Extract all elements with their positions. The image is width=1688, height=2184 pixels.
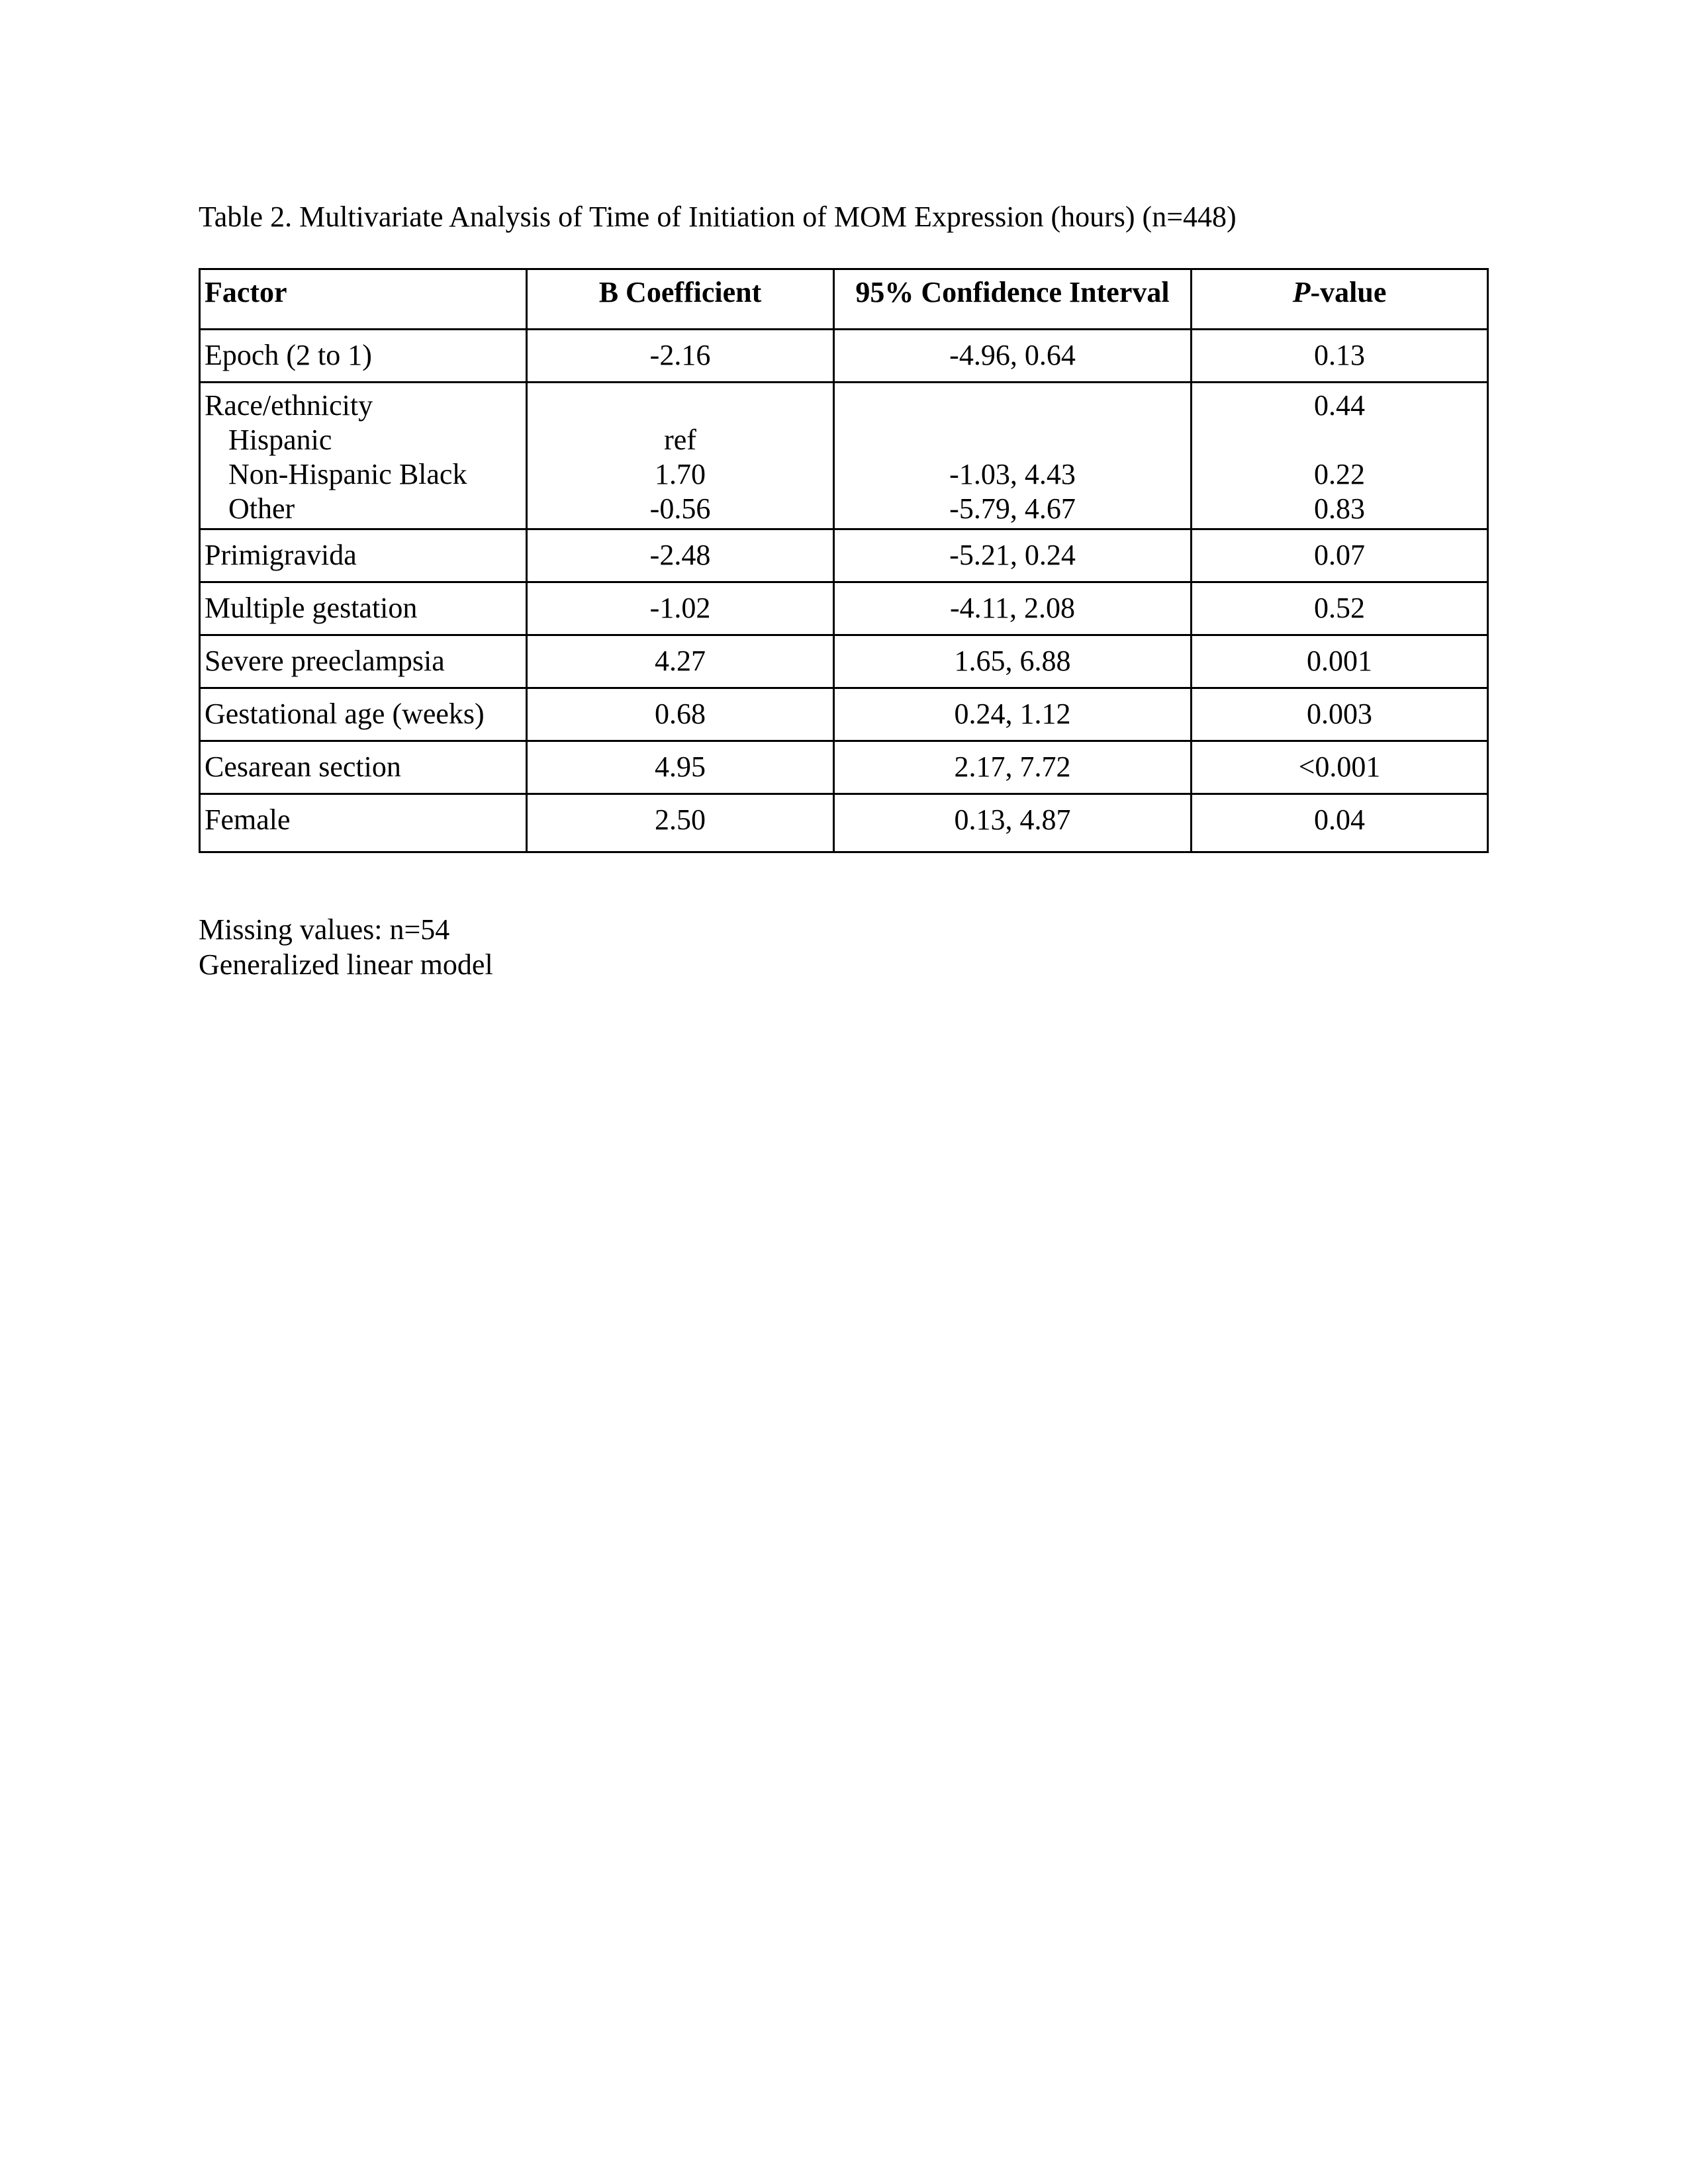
factor-cell: Cesarean section [200, 741, 527, 794]
coef-cell: 0.68 [527, 688, 834, 741]
coef-cell: 4.95 [527, 741, 834, 794]
ci-cell: 0.13, 4.87 [834, 794, 1192, 852]
coef-cell [527, 383, 834, 529]
factor-cell: Primigravida [200, 529, 527, 582]
factor-cell: Gestational age (weeks) [200, 688, 527, 741]
p-sub [1196, 423, 1483, 457]
factor-cell: Severe preeclampsia [200, 635, 527, 688]
factor-sub: Hispanic [228, 424, 332, 456]
coef-sub: 1.70 [655, 458, 706, 490]
ci-cell [834, 383, 1192, 529]
coef-sub: ref [664, 424, 696, 456]
table-row [200, 529, 1488, 582]
factor-cell: Multiple gestation [200, 582, 527, 635]
ci-cell: -4.96, 0.64 [834, 330, 1192, 383]
header-b-coefficient: B Coefficient [527, 269, 834, 330]
factor-cell [200, 383, 527, 529]
p-cell [1192, 383, 1488, 529]
p-cell: 0.07 [1192, 529, 1488, 582]
ci-sub [839, 423, 1186, 457]
ci-cell: -5.21, 0.24 [834, 529, 1192, 582]
p-cell: 0.13 [1192, 330, 1488, 383]
table-row [200, 741, 1488, 794]
ci-cell: -4.11, 2.08 [834, 582, 1192, 635]
multivariate-analysis-table [199, 268, 1489, 853]
coef-cell: -2.16 [527, 330, 834, 383]
p-cell: 0.003 [1192, 688, 1488, 741]
p-cell: 0.04 [1192, 794, 1488, 852]
p-race: 0.44 [1314, 389, 1365, 422]
table-row [200, 635, 1488, 688]
header-p-suffix: -value [1310, 276, 1387, 308]
model-note: Generalized linear model [199, 948, 493, 981]
coef-sub: -0.56 [649, 492, 711, 525]
factor-cell: Epoch (2 to 1) [200, 330, 527, 383]
table-row-race [200, 383, 1488, 529]
factor-sub: Other [228, 492, 295, 525]
table-row [200, 330, 1488, 383]
table-row [200, 794, 1488, 852]
coef-cell: -2.48 [527, 529, 834, 582]
ci-sub: -1.03, 4.43 [949, 458, 1076, 490]
p-sub: 0.83 [1314, 492, 1365, 525]
factor-sub: Non-Hispanic Black [228, 458, 467, 490]
ci-cell: 0.24, 1.12 [834, 688, 1192, 741]
coef-cell: -1.02 [527, 582, 834, 635]
ci-cell: 2.17, 7.72 [834, 741, 1192, 794]
header-confidence-interval: 95% Confidence Interval [834, 269, 1192, 330]
header-p-italic: P [1292, 276, 1311, 308]
ci-sub: -5.79, 4.67 [949, 492, 1076, 525]
p-cell: 0.001 [1192, 635, 1488, 688]
coef-cell: 4.27 [527, 635, 834, 688]
header-row [200, 269, 1488, 330]
table-caption: Table 2. Multivariate Analysis of Time of Initiation of MOM Expression (hours) (n=448) [199, 201, 1237, 233]
header-factor: Factor [200, 269, 527, 330]
table-notes [199, 912, 493, 982]
table-row [200, 582, 1488, 635]
header-p-value [1192, 269, 1488, 330]
coef-cell: 2.50 [527, 794, 834, 852]
p-cell: 0.52 [1192, 582, 1488, 635]
ci-cell: 1.65, 6.88 [834, 635, 1192, 688]
missing-values-note: Missing values: n=54 [199, 913, 450, 946]
p-cell: <0.001 [1192, 741, 1488, 794]
factor-cell: Female [200, 794, 527, 852]
p-sub: 0.22 [1314, 458, 1365, 490]
factor-race: Race/ethnicity [205, 389, 373, 422]
table-row [200, 688, 1488, 741]
